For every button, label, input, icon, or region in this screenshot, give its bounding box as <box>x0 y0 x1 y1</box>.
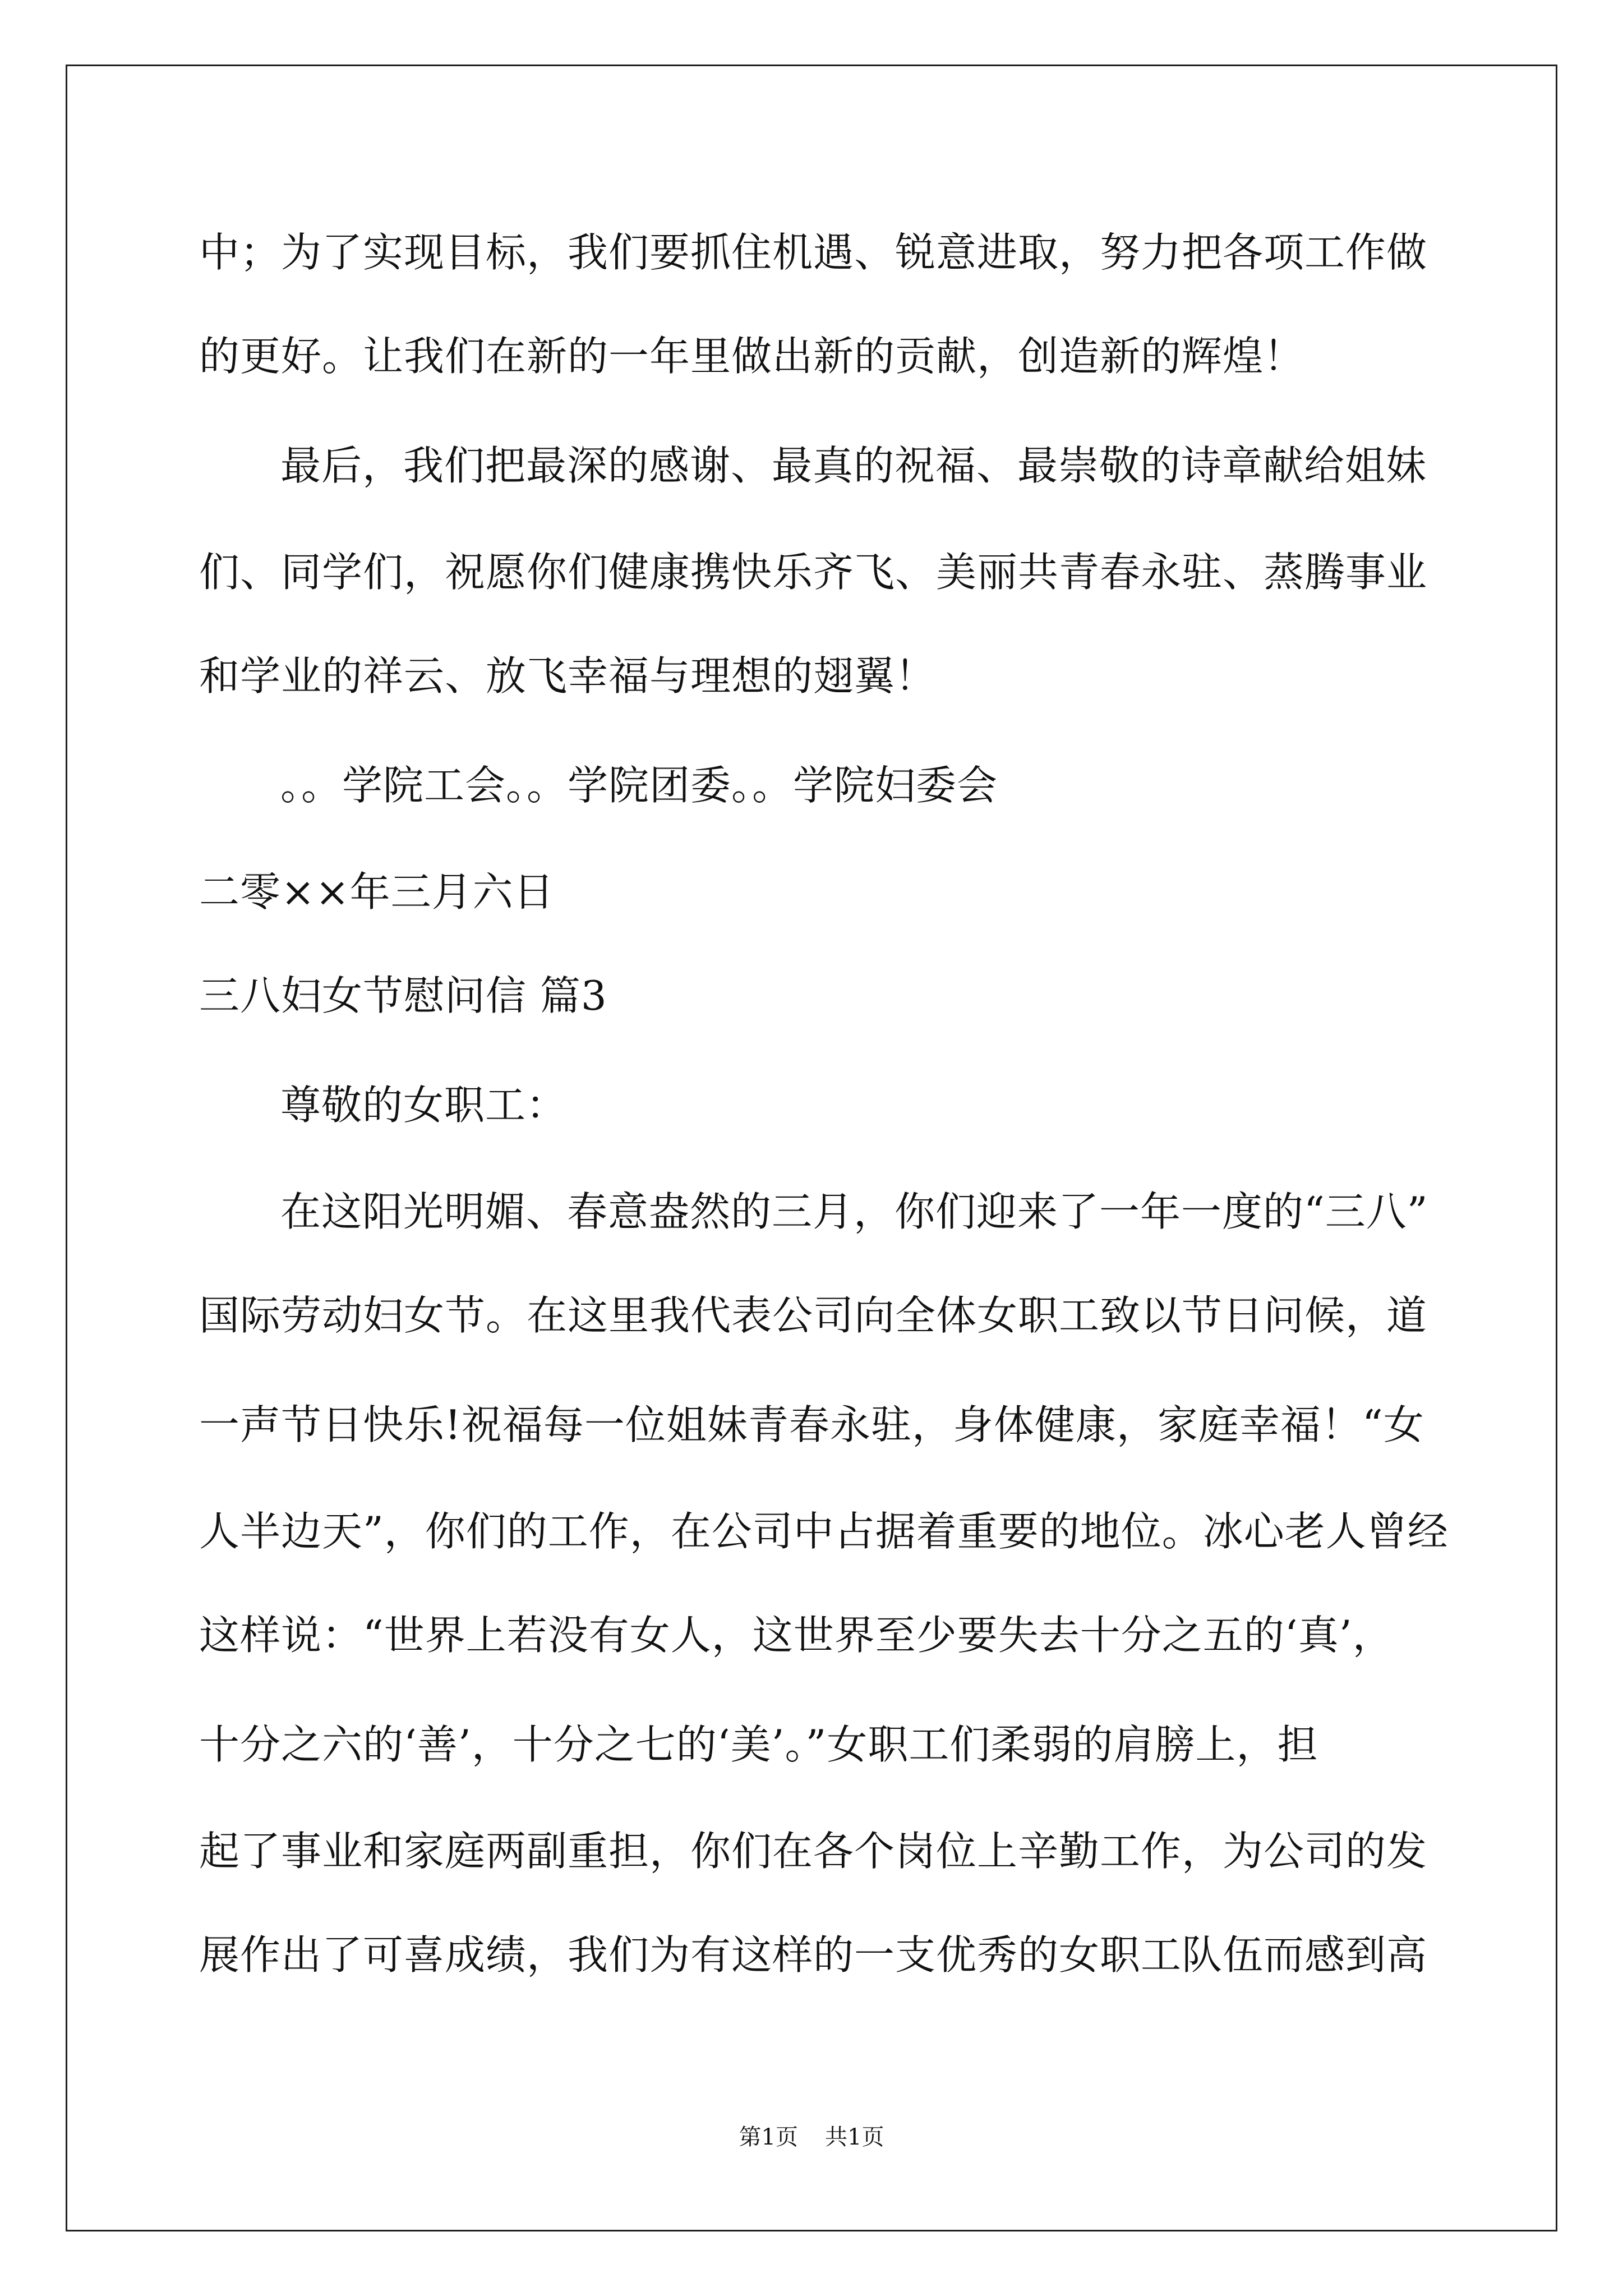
text-line: 们、同学们，祝愿你们健康携快乐齐飞、美丽共青春永驻、蒸腾事业 <box>199 549 1428 596</box>
page-border <box>66 65 1557 2231</box>
text-line: 十分之六的‘善’，十分之七的‘美’。”女职工们柔弱的肩膀上，担 <box>199 1721 1318 1768</box>
text-line: 一声节日快乐!祝福每一位姐妹青春永驻，身体健康，家庭幸福！“女 <box>199 1401 1424 1448</box>
text-line: 的更好。让我们在新的一年里做出新的贡献，创造新的辉煌！ <box>199 333 1305 380</box>
salutation: 尊敬的女职工： <box>280 1082 568 1129</box>
page-total: 共1页 <box>825 2124 884 2150</box>
section-title: 三八妇女节慰问信 篇3 <box>199 972 607 1019</box>
text-line: 国际劳动妇女节。在这里我代表公司向全体女职工致以节日问候，道 <box>199 1292 1428 1339</box>
paragraph-start: 最后，我们把最深的感谢、最真的祝福、最崇敬的诗章献给姐妹 <box>280 442 1427 489</box>
text-line: 这样说：“世界上若没有女人，这世界至少要失去十分之五的‘真’， <box>199 1612 1394 1659</box>
signature-organizations: 。。学院工会。。学院团委。。学院妇委会 <box>280 762 998 809</box>
text-line: 起了事业和家庭两副重担，你们在各个岗位上辛勤工作，为公司的发 <box>199 1828 1428 1875</box>
signature-date: 二零××年三月六日 <box>199 868 555 915</box>
text-line: 展作出了可喜成绩，我们为有这样的一支优秀的女职工队伍而感到高 <box>199 1931 1428 1978</box>
paragraph-start: 在这阳光明媚、春意盎然的三月，你们迎来了一年一度的“三八” <box>280 1188 1428 1235</box>
text-line: 和学业的祥云、放飞幸福与理想的翅翼！ <box>199 652 937 700</box>
page-number: 第1页 <box>739 2124 798 2150</box>
page-footer <box>0 2123 1623 2151</box>
text-line: 中；为了实现目标，我们要抓住机遇、锐意进取，努力把各项工作做 <box>199 229 1428 276</box>
text-line: 人半边天”，你们的工作，在公司中占据着重要的地位。冰心老人曾经 <box>199 1508 1449 1555</box>
